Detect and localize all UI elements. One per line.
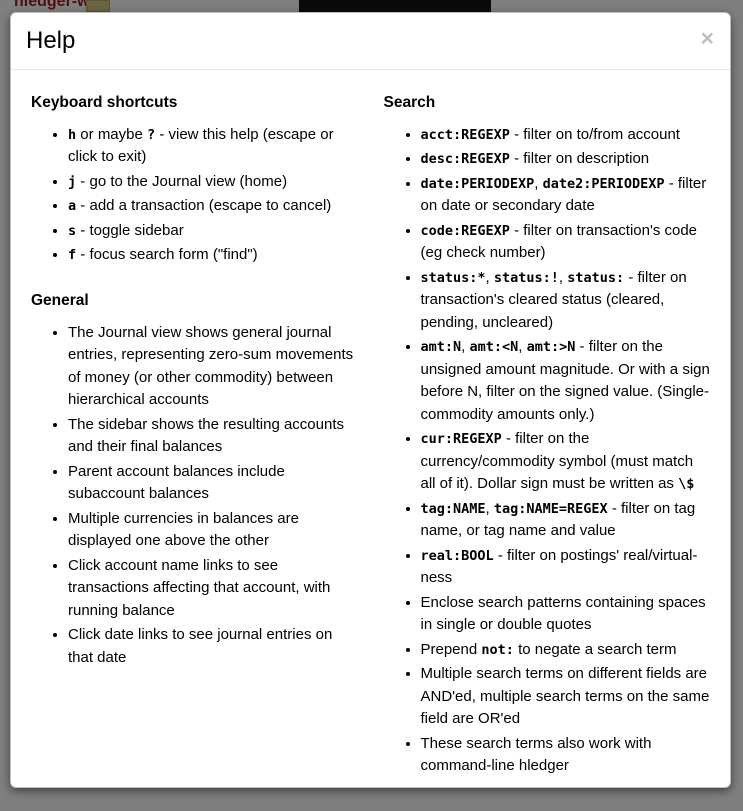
help-modal (10, 12, 731, 788)
section-heading-keyboard-shortcuts: Keyboard shortcuts (31, 93, 178, 111)
code-term: tag:NAME=REGEX (493, 500, 608, 517)
list-item (421, 148, 711, 171)
right-column (384, 82, 711, 788)
item-text: These search terms also work with command-line hledger (420, 734, 652, 775)
list-item (421, 220, 711, 265)
modal-body (11, 70, 730, 788)
code-term: h (68, 126, 77, 143)
code-term: ? (147, 126, 156, 143)
code-term: date:PERIODEXP (420, 175, 535, 192)
item-text: , (518, 338, 527, 356)
modal-header (11, 13, 730, 70)
item-text: - toggle sidebar (76, 221, 184, 239)
list-item (68, 171, 358, 194)
code-term: status: (567, 269, 625, 286)
item-text: , (461, 338, 470, 356)
code-term: code:REGEXP (420, 222, 510, 239)
item-text: - add a transaction (escape to cancel) (76, 197, 332, 215)
code-term: j (68, 173, 77, 190)
item-text: , (485, 268, 494, 286)
code-term: not: (481, 641, 514, 658)
item-text: Multiple currencies in balances are displayed one above the other (68, 509, 299, 550)
item-text: - filter on postings' real/virtual-ness (420, 546, 698, 587)
code-term: tag:NAME (420, 500, 486, 517)
item-text: - filter on description (509, 150, 650, 168)
code-term: cur:REGEXP (420, 431, 502, 448)
code-term: real:BOOL (420, 547, 494, 564)
code-term: amt:>N (526, 339, 576, 356)
section-heading-general: General (31, 291, 89, 309)
item-text: - filter on transaction's cleared status (cleared, pending, uncleared) (420, 268, 687, 331)
section-heading-search: Search (383, 93, 436, 111)
code-term: a (68, 198, 77, 215)
item-text: The Journal view shows general journal entries, representing zero-sum movements of money (or other commodity) between hierarchical accounts (68, 323, 354, 409)
list-item (421, 639, 711, 662)
item-text: Parent account balances include subaccount balances (68, 462, 285, 503)
list-item (421, 663, 711, 731)
list-item (421, 173, 711, 218)
item-text: - focus search form ("find") (76, 246, 258, 264)
item-text: - filter on the currency/commodity symbol (must match all of it). Dollar sign must be written as (420, 430, 694, 493)
list-item (68, 508, 358, 553)
item-text: The sidebar shows the resulting accounts and their final balances (68, 415, 344, 456)
code-term: amt:<N (469, 339, 519, 356)
item-text: Enclose search patterns containing spaces in single or double quotes (420, 593, 706, 634)
item-text: Click date links to see journal entries on that date (68, 626, 333, 666)
code-term: \$ (678, 476, 695, 493)
list-item (421, 733, 711, 778)
list-item (68, 624, 358, 669)
item-text: - filter on to/from account (509, 125, 680, 143)
code-term: f (68, 247, 77, 264)
item-text: - view this help (escape or click to exit) (68, 125, 334, 166)
item-text: or maybe (76, 125, 148, 143)
list-item (68, 555, 358, 623)
list-item (68, 322, 358, 412)
search-list (384, 124, 711, 778)
modal-title: Help (26, 27, 76, 54)
list-item (68, 244, 358, 267)
list-item (421, 592, 711, 637)
keyboard-shortcuts-list (31, 124, 358, 267)
item-text: , (485, 499, 494, 517)
code-term: amt:N (420, 339, 462, 356)
item-text: - filter on transaction's code (eg check number) (420, 221, 698, 262)
item-text: - filter on the unsigned amount magnitude. Or with a sign before N, filter on the signed value. (Single-commodity amounts only.) (420, 338, 710, 423)
code-term: s (68, 222, 77, 239)
close-icon[interactable]: × (700, 25, 714, 51)
item-text: to negate a search term (513, 640, 677, 658)
left-column (31, 82, 358, 788)
item-text: - filter on tag name, or tag name and value (420, 499, 696, 540)
item-text: - go to the Journal view (home) (76, 172, 288, 190)
list-item (68, 124, 358, 169)
list-item (421, 545, 711, 590)
list-item (421, 336, 711, 426)
list-item (68, 195, 358, 218)
item-text: , (534, 174, 543, 192)
code-term: date2:PERIODEXP (542, 175, 665, 192)
list-item (421, 124, 711, 147)
item-text: Multiple search terms on different fields are AND'ed, multiple search terms on the same field are OR'ed (420, 665, 710, 728)
code-term: desc:REGEXP (420, 151, 510, 168)
code-term: status:* (420, 269, 486, 286)
code-term: status:! (493, 269, 559, 286)
general-list (31, 322, 358, 670)
list-item (68, 414, 358, 459)
list-item (421, 428, 711, 496)
list-item (421, 498, 711, 543)
list-item (68, 461, 358, 506)
item-text: Prepend (420, 640, 482, 658)
code-term: acct:REGEXP (420, 126, 510, 143)
item-text: , (558, 268, 568, 286)
list-item (421, 267, 711, 335)
item-text: Click account name links to see transactions affecting that account, with running balance (68, 556, 331, 619)
item-text: - filter on date or secondary date (420, 174, 707, 215)
list-item (68, 220, 358, 243)
